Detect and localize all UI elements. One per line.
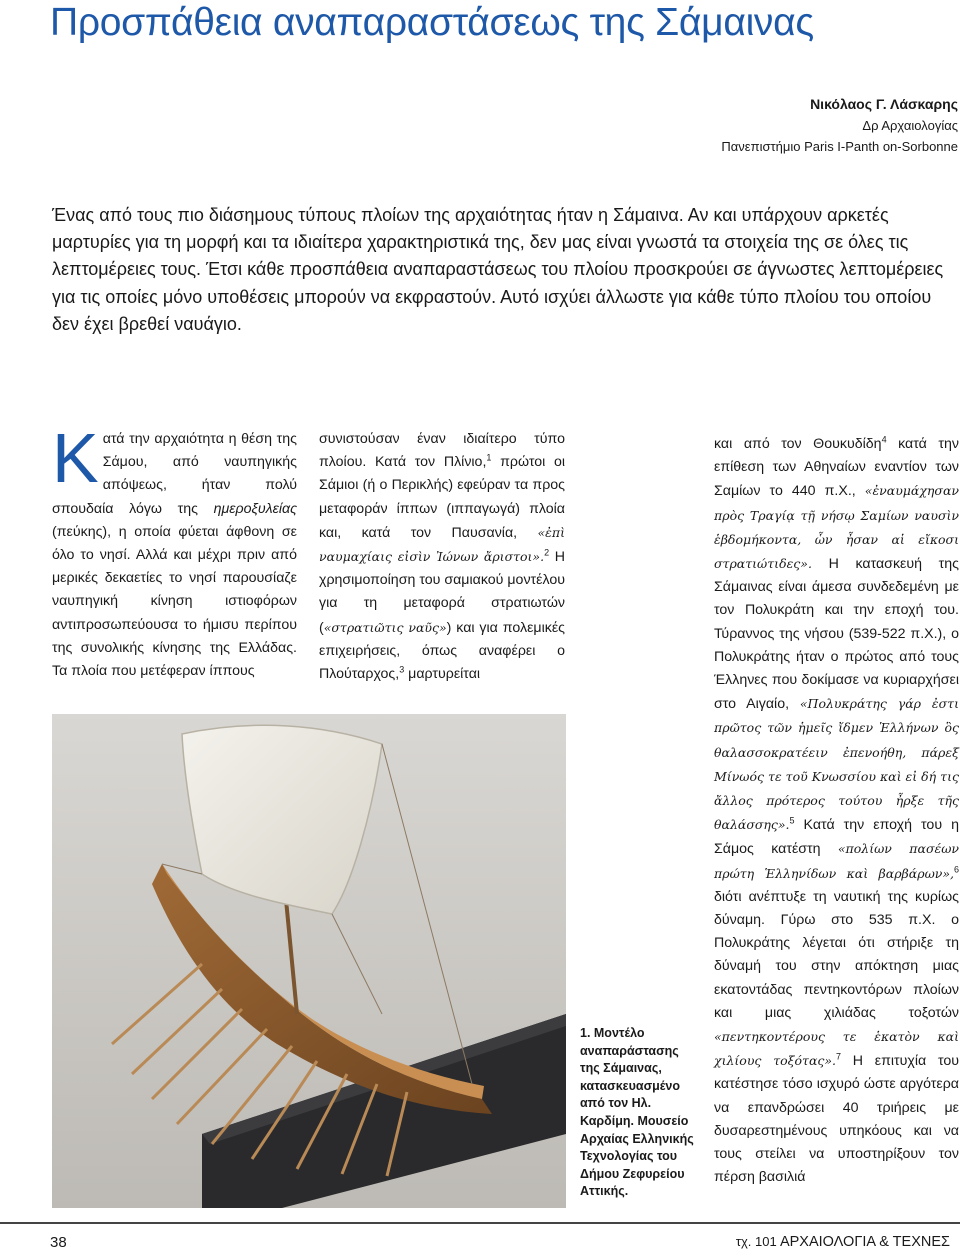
text-run: πρώτοι οι Σάμιοι (ή ο Περικλής) εφεύραν τα προς μεταφοράν ίππων (ιππαγωγά) πλοία και, κατά τον Παυσανία, <box>319 454 566 541</box>
text-run: συνιστούσαν έναν ιδιαίτερο τύπο πλοίου. Κατά τον Πλίνιο, <box>319 431 565 471</box>
footnote-ref: 6 <box>953 863 959 874</box>
greek-quote: «πεντηκοντέρους τε ἑκατὸν καὶ χιλίους τοξότας». <box>714 1029 959 1069</box>
text-run: Η χρησιμοποίηση του σαμιακού μοντέλου για τη μεταφορά στρατιωτών ( <box>319 549 565 636</box>
column-2-text <box>319 428 565 686</box>
footnote-ref: 4 <box>881 434 887 445</box>
footer-divider <box>0 1222 960 1224</box>
body-column-3 <box>714 433 959 1190</box>
text-run: (πεύκης), η οποία φύεται άφθονη σε όλο το νησί. Αλλά και μέχρι πριν από μερικές δεκαετίες το νησί παρουσίαζε ναυπηγική κίνηση ιστιοφόρων αντιπροσωπεύουσα το ήμισυ περίπου της συνολικής κίνησης της Ελλάδας. Τα πλοία που μετέφεραν ίππους <box>52 523 297 680</box>
text-run: διότι ανέπτυξε τη ναυτική της κυρίως δύναμη. Γύρω στο 535 π.Χ. ο Πολυκράτης λέγεται ότι στήριξε τη δύναμή του στην απόκτηση μιας εκατοντάδας πεντηκοντόρων πλοίων και μιας χιλιάδας τοξοτών <box>714 888 959 1021</box>
author-institution: Πανεπιστήμιο Paris I-Panth on-Sorbonne <box>721 139 958 154</box>
author-degree: Δρ Αρχαιολογίας <box>862 118 958 133</box>
ship-model-illustration <box>52 714 566 1208</box>
byline <box>558 94 958 157</box>
footnote-ref: 7 <box>836 1051 842 1062</box>
greek-quote: «πολίων πασέων πρώτη Ἑλληνίδων καὶ βαρβάρων», <box>714 841 959 881</box>
footnote-ref: 5 <box>789 815 795 826</box>
greek-quote: «ἐπὶ ναυμαχίαις εἰσὶν Ἰώνων ἄριστοι». <box>319 524 565 565</box>
journal-footer <box>736 1234 950 1250</box>
footnote-ref: 2 <box>544 547 550 558</box>
greek-quote: «ἐναυμάχησαν πρὸς Τραγίᾳ τῇ νήσῳ Σαμίων ναυσὶν ἑβδομήκοντα, ὧν ἦσαν αἱ εἴκοσι στρατιώτιδες». <box>714 483 959 572</box>
greek-quote: «Πολυκράτης γάρ ἐστι πρῶτος τῶν ἡμεῖς ἴδμεν Ἑλλήνων ὃς θαλασσοκρατέειν ἐπενοήθη, πάρεξ Μίνωός τε τοῦ Κνωσσίου καὶ εἰ δή τις ἄλλος πρότερος τούτου ἦρξε τῆς θαλάσσης». <box>714 696 959 833</box>
article-title: Προσπάθεια αναπαραστάσεως της Σάμαινας <box>50 1 814 44</box>
column-3-text <box>714 433 959 1190</box>
footnote-ref: 1 <box>486 452 492 463</box>
figure-caption: 1. Μοντέλο αναπαράστασης της Σάμαινας, κατασκευασμένο από τον Ηλ. Καρδίμη. Μουσείο Αρχαίας Ελληνικής Τεχνολογίας του Δήμου Ζεφυρείου Αττικής. <box>580 1026 694 1199</box>
body-column-1 <box>52 419 297 683</box>
intro-paragraph: Ένας από τους πιο διάσημους τύπους πλοίων της αρχαιότητας ήταν η Σάμαινα. Αν και υπάρχουν αρκετές μαρτυρίες για τη μορφή και τα ιδιαίτερα χαρακτηριστικά της, δεν μας είναι γνωστά τα στοιχεία της σε όλες τις λεπτομέρειες τους. Έτσι κάθε προσπάθεια αναπαραστάσεως του πλοίου προσκρούει σε άγνωστες λεπτομέρειες για τις οποίες μόνο υποθέσεις μπορούν να εκφραστούν. Αυτό ισχύει άλλωστε για κάθε τύπο πλοίου του οποίου δεν έχει βρεθεί ναυάγιο. <box>52 205 944 334</box>
page-number: 38 <box>50 1234 67 1251</box>
author-name: Νικόλαος Γ. Λάσκαρης <box>810 96 958 112</box>
issue-number: τχ. 101 <box>735 1234 777 1249</box>
column-1-text <box>52 419 297 683</box>
text-run: ατά την αρχαιότητα η θέση της Σάμου, από ναυπηγικής απόψεως, ήταν πολύ σπουδαία λόγω της <box>52 431 297 517</box>
italic-term: ημεροξυλείας <box>213 500 297 517</box>
body-column-2 <box>319 428 565 686</box>
footnote-ref: 3 <box>399 664 405 675</box>
ship-model-photo <box>52 714 566 1208</box>
text-run: ) και για πολεμικές επιχειρήσεις, όπως αναφέρει ο Πλούταρχος, <box>319 619 565 683</box>
text-run: μαρτυρείται <box>404 666 481 683</box>
text-run: Η επιτυχία του κατέστησε τόσο ισχυρό ώστε αργότερα να επανδρώσει 40 τριήρεις με δυσαρεστημένους υπηκόους και να τους στείλει να υποστηρίξουν τον πέρση βασιλιά <box>714 1053 959 1186</box>
text-run: κατά την επίθεση των Αθηναίων εναντίον των Σαμίων το 440 π.Χ., <box>714 436 959 500</box>
text-run: Κατά την εποχή του η Σάμος κατέστη <box>714 817 959 858</box>
text-run: και από τον Θουκυδίδη <box>714 436 882 452</box>
text-run: Η κατασκευή της Σάμαινας είναι άμεσα συνδεδεμένη με τον Πολυκράτη και την εποχή του. Τύραννος της νήσου (539-522 π.Χ.), ο Πολυκράτης ήταν ο πρώτος από τους Έλληνες που δοκίμασε να κυριαρχήσει στο Αιγαίο, <box>714 556 959 713</box>
journal-name: ΑΡΧΑΙΟΛΟΓΙΑ & ΤΕΧΝΕΣ <box>779 1234 950 1250</box>
drop-cap: Κ <box>52 419 99 497</box>
greek-quote: «στρατιῶτις ναῦς» <box>323 619 447 635</box>
